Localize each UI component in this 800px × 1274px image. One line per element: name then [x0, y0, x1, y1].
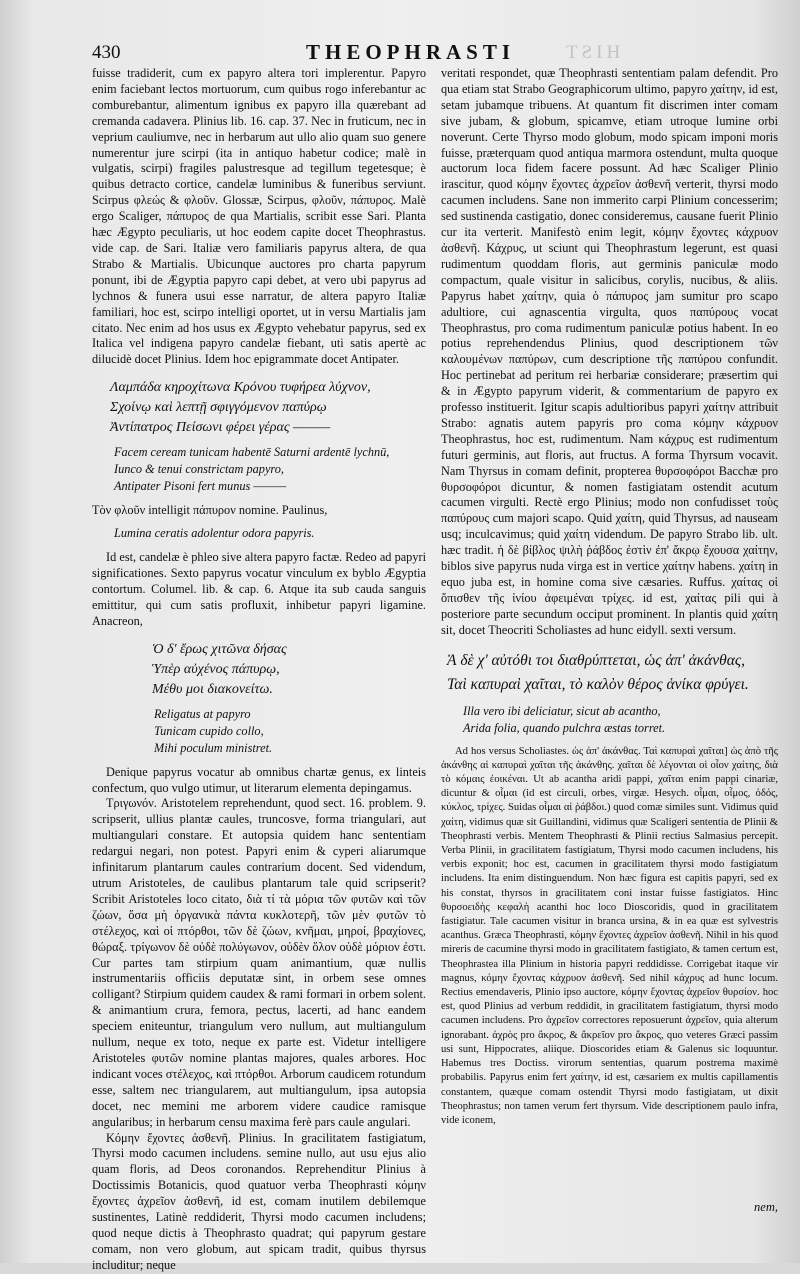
left-column [92, 66, 426, 1274]
latin-verse-line: Mihi poculum ministret. [154, 740, 273, 755]
page-header [92, 40, 772, 66]
right-column [441, 66, 778, 1128]
latin-verse-line: Tunicam cupido collo, [154, 723, 264, 738]
catchword: nem, [754, 1200, 778, 1214]
greek-verse-line: Σχοίνῳ καὶ λεπτῇ σφιγγόμενον παπύρῳ [110, 400, 327, 416]
left-paragraph-2: Τὸν φλοῦν intelligit πάπυρον nomine. Paulinus, [92, 503, 328, 518]
latin-verse-line: Arida folia, quando pulchra æstas torret. [463, 720, 666, 735]
bleed-through-text: HIST [562, 42, 621, 63]
anacreon-latin [154, 706, 426, 757]
antipater-greek-epigram [110, 378, 426, 438]
running-head: THEOPHRASTI [306, 40, 516, 64]
greek-verse-line: Λαμπάδα κηροχίτωνα Κρόνου τυφήρεα λύχνον, [110, 380, 371, 396]
left-paragraph-4: Denique papyrus vocatur ab omnibus chartæ genus, ex linteis confectum, quo vulgo utimur, ut literarum elementa depingamus. [92, 764, 426, 795]
left-paragraph-1: fuisse tradiderit, cum ex papyro altera tori implerentur. Papyro enim faciebant lectos mortuorum, cum quibus rogo inferebantur ac comburebantur, alimentum ignibus ex papyro illa quærebant ad cremanda cadavera. Plinius lib. 16. cap. 37. Nec in fruticum, nec in veprium cauliumve, nec in herbarum aut ullo alio quam suo genere numerentur jure scirpi (ita in antiquo habetur codice; malè in vulgatis, scirpi) fragiles palustresque ad tegillum tegetesque; è quibus detracto cortice, candelæ luminibus & funeribus serviunt. Scirpus φλεώς & φλοῦν. Glossæ, Scirpus, φλοῦν, πάπυρος. Malè ergo Scaliger, πάπυρος de qua Martialis, scribit esse Sari. Planta hæc Ægypto peculiaris, ut hoc eodem capite docet Theophrastus. vide cap. de Sari. Italiæ vero familiaris papyrus altera, de qua Strabo & Martialis. Ubicunque auctores pro charta papyrum ponunt, ibi de Ægyptia papyro capi debet, at vero ubi papyrus ad lychnos & funera usui esse narratur, de altera papyro Italiæ familiari, hoc est, scirpo intelligi oportet, ut in versu Martialis jam citato. Nec enim ad hos usus ex Ægypto vehebatur papyrus, sed ex Italica vel indigena papyro candelæ fiebant, uti satis apertè ac dilucidè docet Plinius. Idem hoc epigrammate docet Antipater. [92, 66, 426, 367]
paulinus-verse: Lumina ceratis adolentur odora papyris. [114, 526, 315, 541]
left-paragraph-6: Κόμην ἔχοντες ἀσθενῆ. Plinius. In gracilitatem fastigiatum, Thyrsi modo cacumen includens. semine nullo, aut usu ejus alio quam floris, ad Deos coronandos. Reprehenditur Plinius à Doctissimis Botanicis, quod quatuor verba Theophrasti κόμην ἔχοντες ἀχρεῖον ἀσθενῆ, id est, comam inutilem debilemque sustinentes, Latinè reddiderit, Thyrsi modo cacumen includens; quod neque dictis à Theophrasto quadrat; qui papyrum gestare comam, non vero globum, aut spicam tradit, quibus thyrsus includitur; neque [92, 1130, 426, 1272]
latin-verse-line: Antipater Pisoni fert munus ——— [114, 479, 287, 494]
latin-verse-line: Iunco & tenui constrictam papyro, [114, 462, 284, 477]
page-number: 430 [92, 42, 121, 63]
left-paragraph-3: Id est, candelæ è phleo sive altera papyro factæ. Redeo ad papyri significationes. Sexto papyrus vocatur vinculum ex byblo Ægyptia contortum. Columel. lib. & cap. 6. Atque ita sub cauda sanguis emittitur, qui cum satis profluxit, inhibetur papyri ligamine. Anacreon, [92, 550, 426, 628]
right-paragraph-2: Ad hos versus Scholiastes. ὡς ἀπ' ἀκάνθας. Ταὶ καπυραὶ χαῖται] ὡς ἀπὸ τῆς ἀκάνθης αἱ καπυραὶ χαῖται τῆς ἀκάνθης. χαῖται δὲ λέγονται οἱ οἷον χαίτης, διὰ τὸ κόμαις ἐοικέναι. Ut ab acantha aridi pappi, χαῖται enim pappi cinariæ, dicuntur & οἷμαι (id est circuli, orbes, virgæ. Hesych. οἷμαι, οἶμος, ὁδός, κύκλος, τρίχες. Suidas οἷμαι αἱ ῥάβδοι.) quod comæ similes sunt. Vidimus quid χαίτη, vidimus quæ sit Guillandini, vidimus quæ Scaligeri sententia de Plinii & Theophrasti verbis. Mentem Theophrasti & Plinii rectius Salmasius percepit. Verba Plinii, in gracilitatem fastigiatum, Thyrsi modo cacumen includens, his verbis exponit; hoc est, cacumen in gracilitatem thyrsi modo fastigiatum includens. Ita enim distinguendum. Non hæc figura est capitis papyri, sed ex his constat, thyrsos in gracilitatem coni instar fuisse fastigiatos. Hinc θυρσοειδὴς κεφαλὴ acanthi hoc loco Dioscoridis, quod in gracilitatem fastigiatur. Tale cacumen visitur in branca ursina, & in ea quæ est sylvestris acanthus. Græca Theophrasti, κόμην ἔχοντες ἀχρεῖον ἀσθενῆ. Nihil in his quod mireris de cacumine thyrsi modo in gracilitatem fastigiato, & tamen certum est, Theophrastea illa Plinium in historia papyri reddidisse. Corrigebat itaque vir magnus, κόμην ἔχοντας κάχρυον ἀσθενῆ. Sed nihil κάχρυς ad hunc locum. Rectius emendaveris, Plinio ipso auctore, κόμην ἔχοντας ἀχρεῖον θυρσίον. hoc est, quod Plinius ad verbum reddidit, in gracilitatem fastigiatum, thyrsi modo cacumen includens. Pro ἀχρεῖον correctores reposuerunt ἀχρεῖον, quia alterum ignorabant. ἀχρὸς pro ἄκρος, & ἄκρεῖον pro ἄκρος, quo veteres Græci passim usi sunt, Hippocrates, aliique. Dioscorides etiam & Galenus sic loquuntur. Habemus tres Doctiss. virorum sententias, quarum postrema maximè probabilis. Papyrus enim fert χαίτην, id est, cæsariem ex multis capillamentis constantem, quæque comam ostendit Thyrsi modo fastigiatam, ut dixit Theophrastus; non tamen verum fert thyrsum. Vide descriptionem paulo infra, vide iconem, [441, 745, 778, 1126]
greek-verse-line: Ταὶ καπυραὶ χαῖται, τὸ καλὸν θέρος ἁνίκα φρύγει. [447, 675, 749, 693]
greek-verse-line: Μέθυ μοι διακονείτω. [152, 681, 273, 697]
anacreon-greek [152, 640, 426, 700]
greek-verse-line: Ὁ δ' ἔρως χιτῶνα δήσας [152, 641, 287, 657]
theocritus-latin [463, 703, 778, 737]
greek-verse-line: Ὑπὲρ αὐχένος πάπυρῳ, [152, 661, 280, 677]
greek-verse-line: Ἀντίπατρος Πείσωνι φέρει γέρας ——— [110, 420, 331, 436]
latin-verse-line: Religatus at papyro [154, 706, 251, 721]
antipater-latin-translation [114, 444, 426, 495]
right-paragraph-1: veritati respondet, quæ Theophrasti sententiam palam defendit. Pro qua etiam stat Strabo Geographicorum ultimo, papyro χαίτην, id est, setam jubamque tribuens. At quantum fit discrimen inter comam sive jubam, & globum, spicamve, etiam utroque lumine orbi noverunt. Certe Thyrso modo globum, modo spicam imponi moris fuisse, præterquam quod antiqua marmora ostendunt, multa quoque auctorum loca fidem facere possunt. Ad hæc Scaliger Plinio irascitur, quod κόμην ἔχοντες ἀχρεῖον ἀσθενῆ verterit, thyrsi modo cacumen includens. Sane non immerito carpi Plinium concesserim; sed sustinenda castigatio, donec consideremus, causane fuerit Plinio cur ita verterit. Manifestò enim legit, κόμην ἔχοντες κάχρυον ἀσθενῆ. Κάχρυς, ut sciunt qui Theophrastum legerunt, est quasi rudimentum quoddam floris, aut germinis paniculæ modo compactum, quale visitur in salicibus, corylis, nucibus, & aliis. Papyrus habet χαίτην, quia ὁ πάπυρος jam sumitur pro scapo adultiore, cui agnascentia virgulta, quos παπύρους vocat Theophrastus, pro coma rudimentum paniculæ potius habent. In eo potius reprehendendus Plinius, quod descriptionem τῶν καλουμένων παπύρων, cum descriptione τῆς παπύρου confundit. Hoc pertinebat ad peritum rei herbariæ considerare; præsertim qui & in Ægypto papyrum viderit, & commentarium de papyro ex professo instituerit. Igitur scapis adultioribus papyri χαίτην attribuit Strabo: agnatis autem papyris pro coma κόμην κάχρυον Theophrastus, hoc est, rudimentum. Nam κάχρυς est rudimentum futuri germinis, aut floris, aut fructus. A forma Thyrsum vocavit. Nam Thyrsus in comam definit, propterea θυρσοφόροι Bacchæ pro θυρσοφόροι dicuntur, & nomen fastigiatam ostendit acutum cacumen virgulti. Rectè ergo Plinius; modo non confudisset τοὺς παπύρους cum majori scapo. Quid χαίτη, quid Thyrsus, ad nauseam usq; inculcavimus; quid χαίτη videndum. De papyro Strabo lib. ult. hæc tradit. ἡ δὲ βίβλος ψιλὴ ῥάβδος ἐστὶν ἐπ' ἄκρῳ ἔχουσα χαίτην, biblos sive papyrus nuda virga est in vertice χαίτην habens. χαίτη in equo juba est, in homine coma sive cæsaries. Ruffus. χαίτας οἱ ὄπισθεν τῆς ἰνίου ἀφειμέναι τρίχες. id est, χαίτας pili qui à posteriore parte secundum occiput prominent. In plantis quid χαίτη sit, docet Theocriti Scholiastes ad hunc eidyll. sexti versum. [441, 66, 778, 637]
latin-verse-line: Illa vero ibi deliciatur, sicut ab acantho, [463, 703, 661, 718]
left-paragraph-5: Τριγωνόν. Aristotelem reprehendunt, quod sect. 16. problem. 9. scripserit, ullius plantæ caules, truncosve, forma triangulari, aut multiangulari constare. Et autopsia quidem hanc sententiam redargui negari, non potest. Papyri enim & cyperi aliarumque infinitarum plantarum caules contrarium docent. Sed videndum, utrum Aristoteles, de caulibus plantarum tale quid scripserit? Scribit Aristoteles loco citato, διὰ τί τὰ μόρια τῶν φυτῶν καὶ τῶν ζώων, ὅσα μὴ ὀργανικὰ πάντα κυκλοτερῆ, τῶν μὲν φυτῶν τὸ στέλεχος, καὶ οἱ πτόρθοι, τῶν δὲ ζώων, κνῆμαι, μηροί, βραχίονες, θώραξ. τρίγωνον δὲ οὐδὲ πολύγωνον, οὐδὲν ὅλον οὐδὲ μόριον ἐστι. Cur partes tam stirpium quam animantium, quæ nullis instrumentariis officiis deputatæ sint, in orbem sese omnes colligant? Stirpium quidem caudex & rami formari in orbem solent. & animantium crura, femora, pectus, lacerti, ad hanc eandem speciem eniteuntur, triangulum vero nullum, aut multiangulum nullum, neque ex toto, neque ex parte est. Videtur intelligere Aristoteles φυτῶν nomine plantas majores, quales arbores. Hoc indicant voces στέλεχος, καὶ πτόρθοι. Arborum caudicem rotundum esse, saltem nec triangularem, aut multiangulum, ipsa autopsia docet, nec memini me arborem videre caudice ramisque angularibus; in herbarum censu maxima ferè pars caule angulari. [92, 796, 426, 1129]
greek-verse-line: Ἁ δὲ χ' αὐτόθι τοι διαθρύπτεται, ὡς ἀπ' ἀκάνθας, [447, 651, 746, 669]
latin-verse-line: Facem ceream tunicam habentē Saturni ardentē lychnū, [114, 445, 390, 460]
theocritus-greek [447, 649, 778, 697]
